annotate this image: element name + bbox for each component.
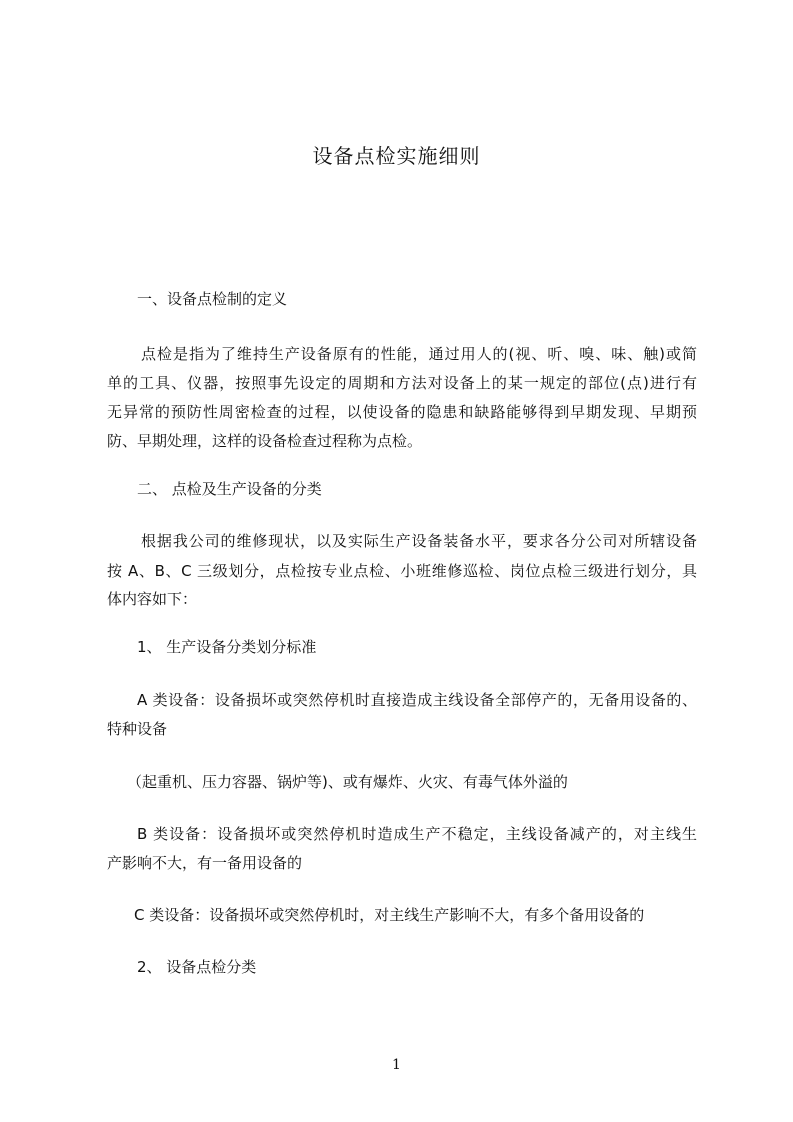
paragraph-line: 按 A、B、C 三级划分，点检按专业点检、小班维修巡检、岗位点检三级进行划分，具 [107, 562, 697, 580]
class-b-definition: B 类设备：设备损坏或突然停机时造成生产不稳定，主线设备减产的，对主线生 [137, 825, 697, 843]
class-a-definition: 特种设备 [107, 720, 168, 738]
page-number: 1 [392, 1057, 401, 1073]
class-a-definition: （起重机、压力容器、锅炉等)、或有爆炸、火灾、有毒气体外溢的 [127, 773, 568, 791]
paragraph-line: 根据我公司的维修现状，以及实际生产设备装备水平，要求各分公司对所辖设备 [141, 532, 697, 550]
subsection-1-heading: 1、 生产设备分类划分标准 [137, 638, 317, 656]
paragraph-line: 点检是指为了维持生产设备原有的性能，通过用人的(视、听、嗅、味、触)或简 [141, 345, 697, 363]
subsection-2-heading: 2、 设备点检分类 [137, 958, 257, 976]
class-a-definition: A 类设备：设备损坏或突然停机时直接造成主线设备全部停产的，无备用设备的、 [137, 691, 697, 709]
section-1-heading: 一、设备点检制的定义 [137, 290, 288, 308]
paragraph-line: 单的工具、仪器，按照事先设定的周期和方法对设备上的某一规定的部位(点)进行有 [107, 374, 697, 392]
class-c-definition: C 类设备：设备损坏或突然停机时，对主线生产影响不大，有多个备用设备的 [134, 906, 645, 924]
class-b-definition: 产影响不大，有一备用设备的 [107, 854, 303, 872]
section-2-heading: 二、 点检及生产设备的分类 [137, 480, 322, 498]
paragraph-line: 无异常的预防性周密检查的过程，以使设备的隐患和缺路能够得到早期发现、早期预 [107, 403, 697, 421]
document-title: 设备点检实施细则 [312, 144, 481, 168]
paragraph-line: 体内容如下： [107, 590, 198, 608]
paragraph-line: 防、早期处理，这样的设备检查过程称为点检。 [107, 432, 423, 450]
